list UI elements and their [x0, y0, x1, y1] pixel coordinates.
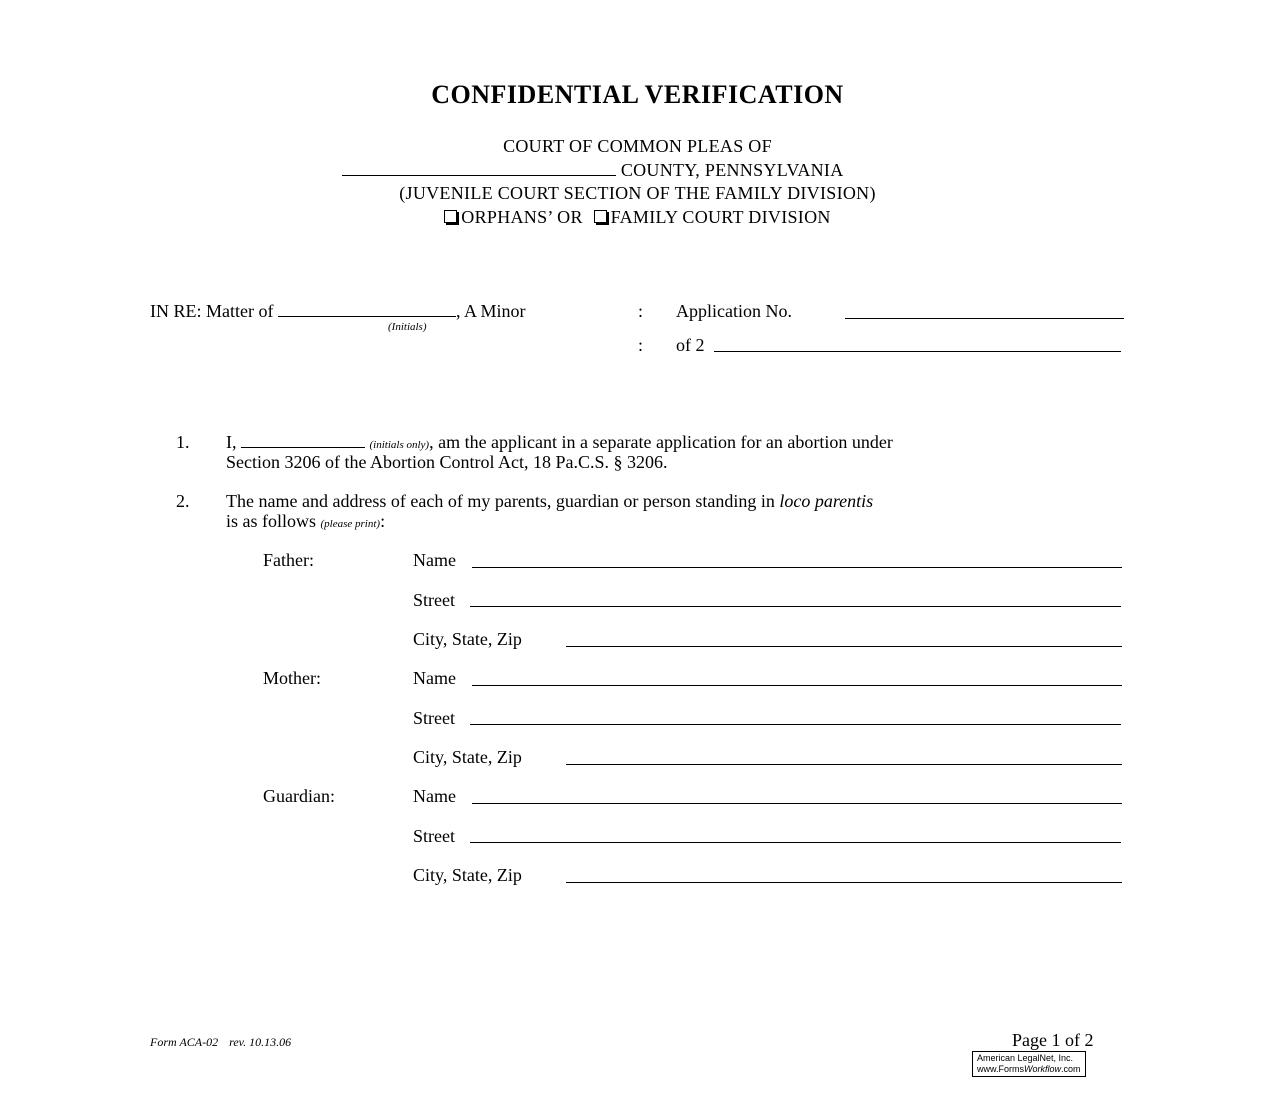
- item2-number: 2.: [176, 491, 190, 511]
- brand-line1: American LegalNet, Inc.: [977, 1053, 1074, 1063]
- mother-city-label: City, State, Zip: [413, 747, 522, 767]
- guardian-street-field[interactable]: [470, 842, 1121, 843]
- father-city-field[interactable]: [566, 646, 1122, 647]
- caption-in-re: [150, 301, 525, 322]
- court-header-line1: COURT OF COMMON PLEAS OF: [503, 136, 772, 156]
- orphans-checkbox[interactable]: [444, 210, 457, 223]
- court-header-line3: (JUVENILE COURT SECTION OF THE FAMILY DIVISION): [399, 183, 876, 203]
- caption-colon-2: :: [638, 335, 644, 355]
- minor-initials-blank[interactable]: [278, 315, 456, 317]
- father-name-field[interactable]: [472, 567, 1122, 568]
- father-city-label: City, State, Zip: [413, 629, 522, 649]
- item1-number: 1.: [176, 432, 190, 452]
- item2-main: The name and address of each of my parents, guardian or person standing in: [226, 491, 775, 511]
- family-court-checkbox[interactable]: [594, 210, 607, 223]
- item1-prefix: I,: [226, 432, 237, 452]
- county-blank[interactable]: [342, 174, 616, 176]
- applicant-initials-blank[interactable]: [241, 446, 365, 448]
- father-name-label: Name: [413, 550, 456, 570]
- brand-box: [972, 1051, 1086, 1077]
- county-suffix: COUNTY, PENNSYLVANIA: [620, 160, 844, 180]
- father-street-label: Street: [413, 590, 455, 610]
- item2-line2-text: is as follows: [226, 511, 316, 531]
- page-number: Page 1 of 2: [1012, 1030, 1094, 1050]
- guardian-label: Guardian:: [263, 786, 335, 806]
- guardian-name-field[interactable]: [472, 803, 1122, 804]
- brand-line2-suffix: .com: [1061, 1064, 1081, 1074]
- court-division-options: [0, 207, 1275, 228]
- item2-line2: [226, 511, 385, 532]
- father-street-field[interactable]: [470, 606, 1121, 607]
- caption-colon-1: :: [638, 301, 644, 321]
- family-court-label: FAMILY COURT DIVISION: [610, 207, 831, 227]
- a-minor-label: , A Minor: [455, 301, 526, 321]
- guardian-name-label: Name: [413, 786, 456, 806]
- item2-text: [226, 491, 873, 512]
- mother-name-label: Name: [413, 668, 456, 688]
- brand-line2-prefix: www.Forms: [977, 1064, 1024, 1074]
- brand-line2: [977, 1064, 1081, 1075]
- form-id-text: Form ACA-02: [150, 1035, 219, 1049]
- mother-city-field[interactable]: [566, 764, 1122, 765]
- item2-caption: (please print): [320, 518, 381, 530]
- guardian-city-label: City, State, Zip: [413, 865, 522, 885]
- item2-colon: :: [380, 511, 386, 531]
- item1-caption: (initials only): [369, 439, 430, 451]
- document-title: CONFIDENTIAL VERIFICATION: [431, 80, 844, 109]
- application-no-label: Application No.: [676, 301, 792, 321]
- form-revision: rev. 10.13.06: [229, 1035, 292, 1049]
- court-header-county-line: [342, 160, 844, 181]
- form-id: [150, 1035, 291, 1050]
- item2-italic: loco parentis: [779, 491, 874, 511]
- item1-line2: Section 3206 of the Abortion Control Act, 18 Pa.C.S. § 3206.: [226, 452, 668, 472]
- mother-street-field[interactable]: [470, 724, 1121, 725]
- brand-line2-italic: Workflow: [1024, 1064, 1062, 1074]
- mother-name-field[interactable]: [472, 685, 1122, 686]
- of-two-label: of 2: [676, 335, 705, 355]
- of-two-blank[interactable]: [714, 351, 1121, 352]
- mother-street-label: Street: [413, 708, 455, 728]
- in-re-label: IN RE: Matter of: [150, 301, 274, 321]
- item1-rest: , am the applicant in a separate application for an abortion under: [429, 432, 893, 452]
- guardian-street-label: Street: [413, 826, 455, 846]
- mother-label: Mother:: [263, 668, 321, 688]
- initials-caption: (Initials): [388, 321, 427, 333]
- father-label: Father:: [263, 550, 314, 570]
- guardian-city-field[interactable]: [566, 882, 1122, 883]
- item1-text: [226, 432, 893, 453]
- application-no-blank[interactable]: [845, 318, 1124, 319]
- orphans-label: ORPHANS’ OR: [461, 207, 583, 227]
